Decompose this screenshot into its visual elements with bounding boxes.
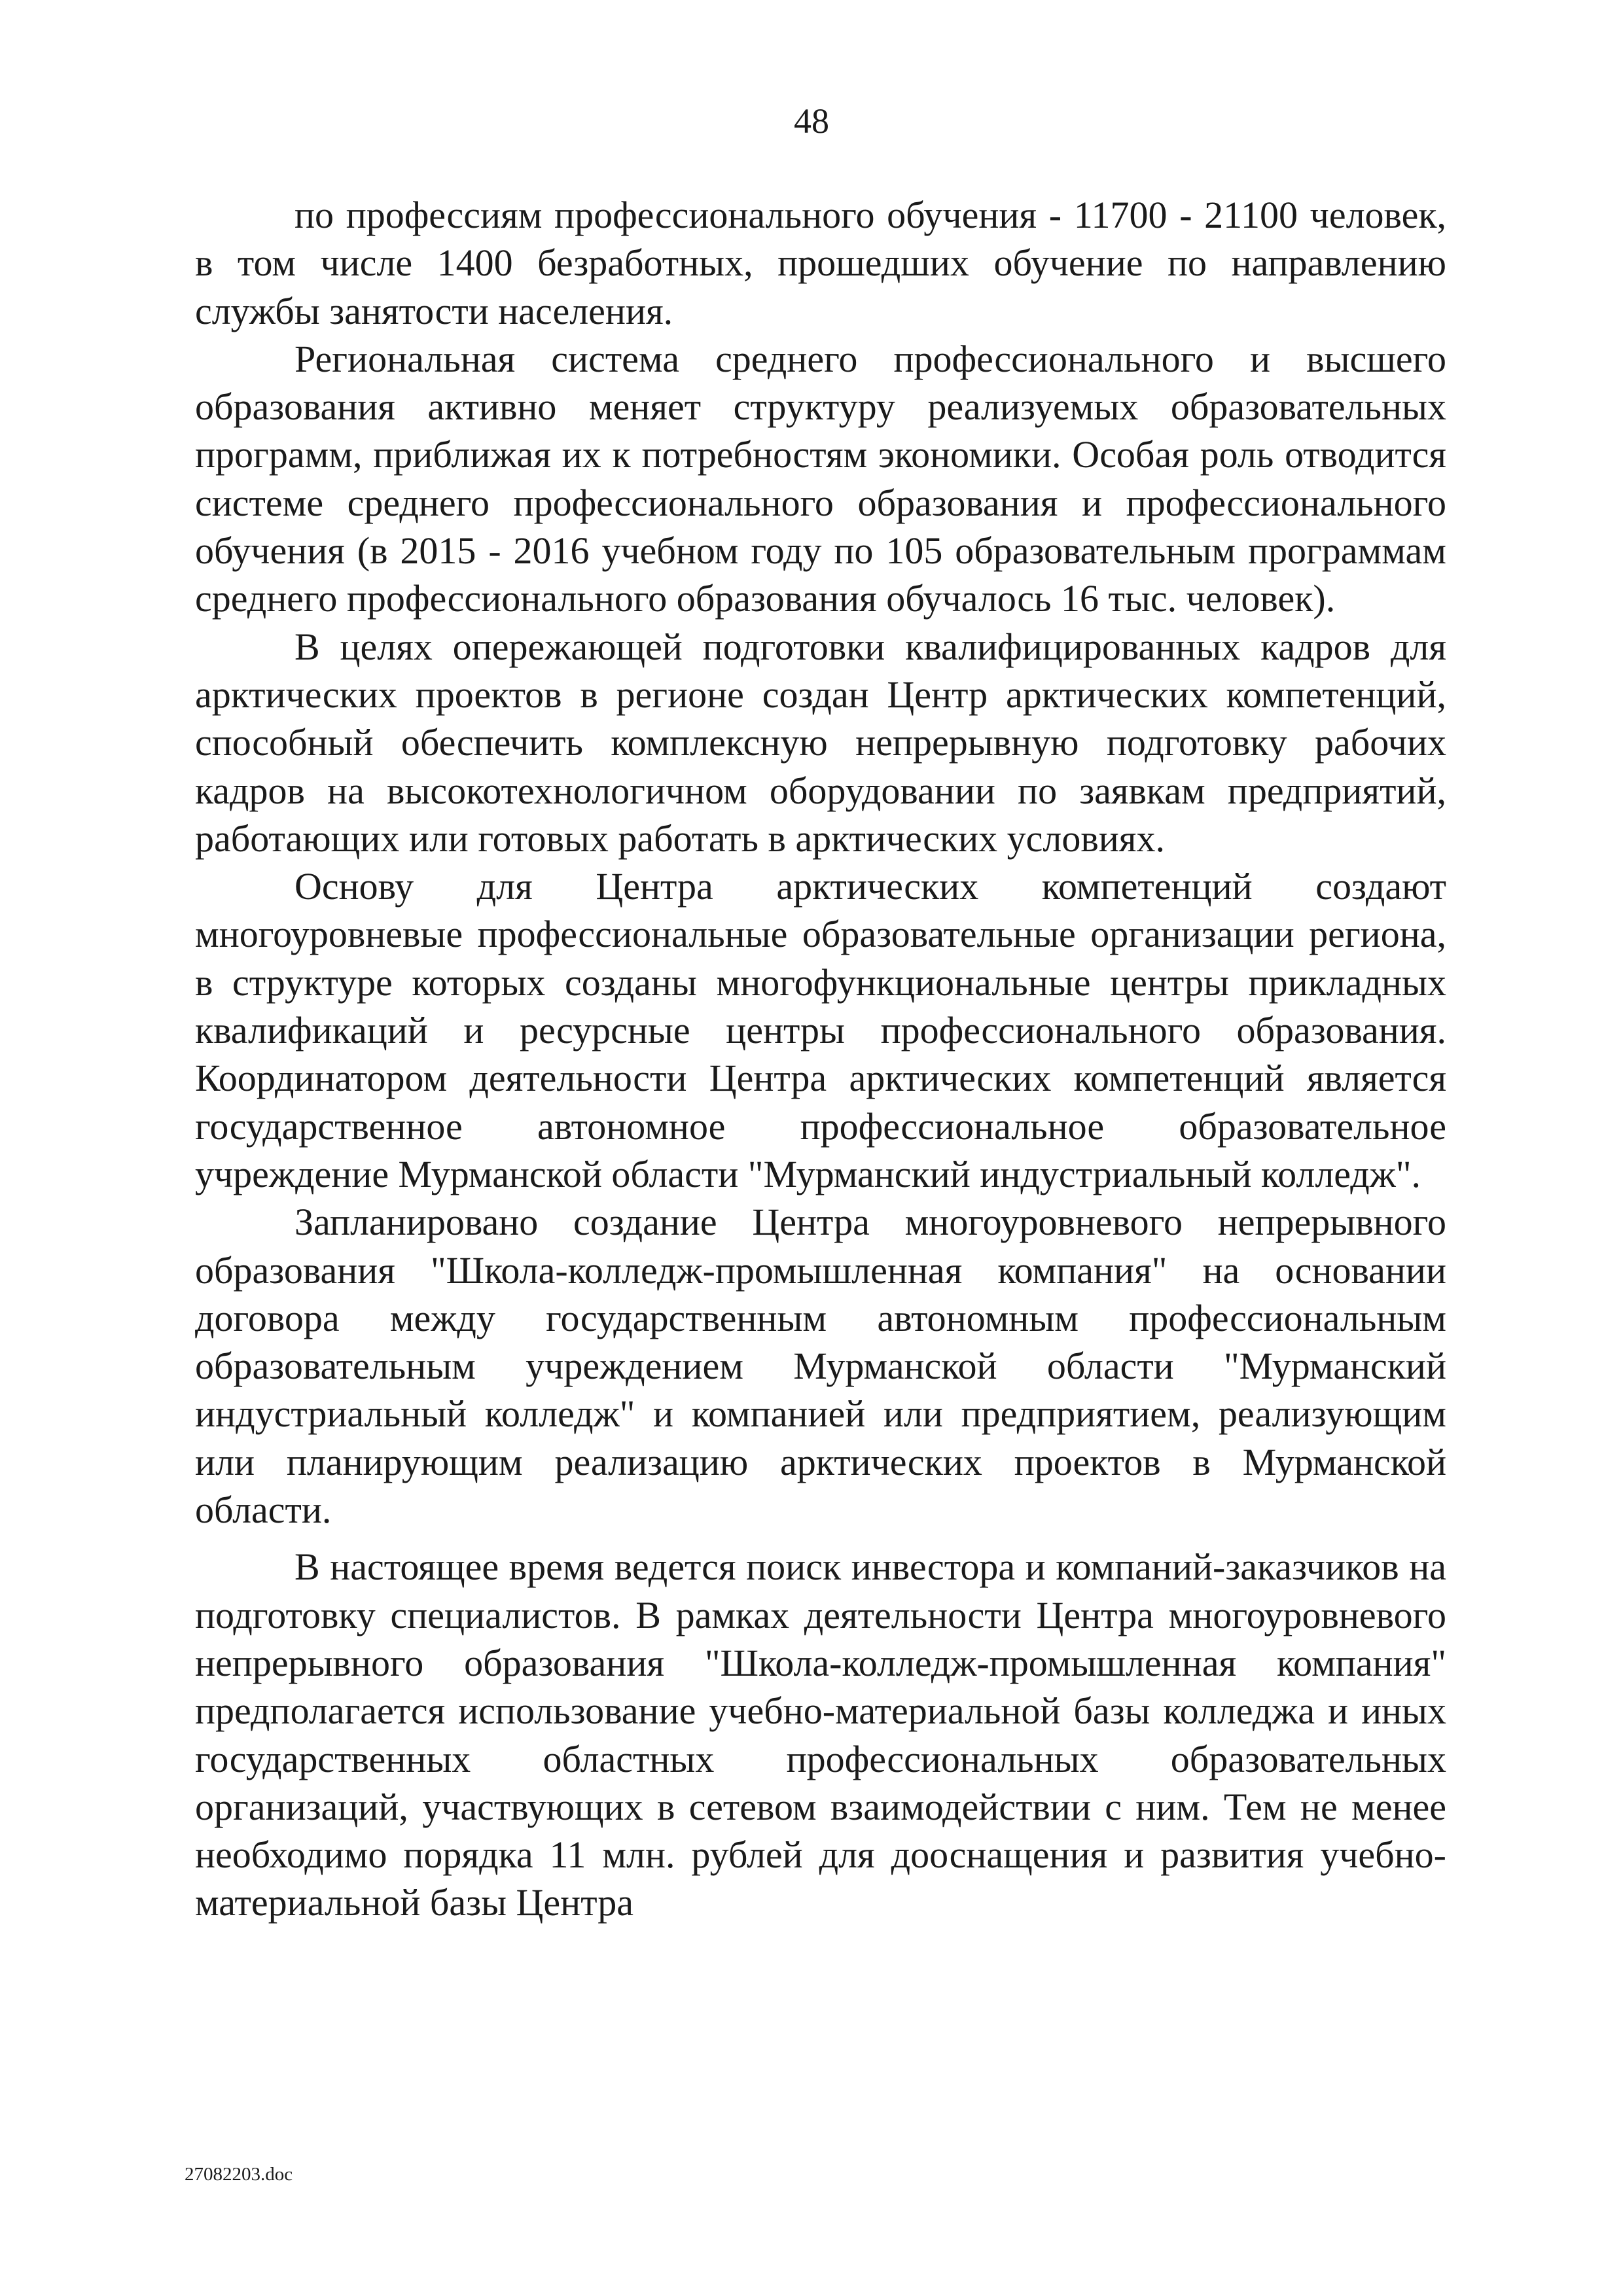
paragraph-1: по профессиям профессионального обучения - 11700 - 21100 человек, в том числе 1400 безработных, прошедших обучение по направлению службы занятости населения. (195, 194, 1446, 332)
document-body (195, 191, 1446, 1927)
paragraph-2: Региональная система среднего профессионального и высшего образования активно меняет структуру реализуемых образовательных программ, приближая их к потребностям экономики. Особая роль отводится системе среднего профессионального образования и профессионального обучения (в 2015 - 2016 учебном году по 105 образовательным программам среднего профессионального образования обучалось 16 тыс. человек). (195, 337, 1446, 620)
footer-filename: 27082203.doc (185, 2164, 293, 2185)
paragraph-6: В настоящее время ведется поиск инвестора и компаний-заказчиков на подготовку специалистов. В рамках деятельности Центра многоуровневого непрерывного образования "Школа-колледж-промышленная компания" предполагается использование учебно-материальной базы колледжа и иных государственных областных профессиональных образовательных организаций, участвующих в сетевом взаимодействии с ним. Тем не менее необходимо порядка 11 млн. рублей для дооснащения и развития учебно-материальной базы Центра (195, 1545, 1446, 1924)
paragraph-5: Запланировано создание Центра многоуровневого непрерывного образования "Школа-колледж-промышленная компания" на основании договора между государственным автономным профессиональным образовательным учреждением Мурманской области "Мурманский индустриальный колледж" и компанией или предприятием, реализующим или планирующим реализацию арктических проектов в Мурманской области. (195, 1201, 1446, 1532)
page-number: 48 (794, 101, 829, 141)
paragraph-3: В целях опережающей подготовки квалифицированных кадров для арктических проектов в регионе создан Центр арктических компетенций, способный обеспечить комплексную непрерывную подготовку рабочих кадров на высокотехнологичном оборудовании по заявкам предприятий, работающих или готовых работать в арктических условиях. (195, 625, 1446, 860)
paragraph-4: Основу для Центра арктических компетенций создают многоуровневые профессиональные образовательные организации региона, в структуре которых созданы многофункциональные центры прикладных квалификаций и ресурсные центры профессионального образования. Координатором деятельности Центра арктических компетенций является государственное автономное профессиональное образовательное учреждение Мурманской области "Мурманский индустриальный колледж". (195, 865, 1446, 1195)
